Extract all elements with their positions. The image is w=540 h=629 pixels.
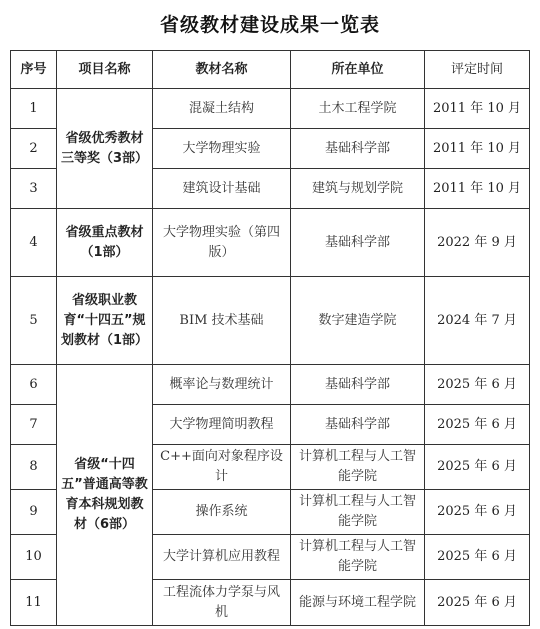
category-cell: 省级重点教材（1部） <box>57 209 153 277</box>
textbook-name: 混凝土结构 <box>153 89 291 129</box>
header-unit: 所在单位 <box>291 51 425 89</box>
header-textbook: 教材名称 <box>153 51 291 89</box>
textbook-name: 建筑设计基础 <box>153 169 291 209</box>
unit-name: 基础科学部 <box>291 209 425 277</box>
textbook-name: 大学物理实验 <box>153 129 291 169</box>
row-no: 5 <box>11 277 57 365</box>
table-row <box>11 365 530 405</box>
award-date: 2025 年 6 月 <box>425 405 530 445</box>
award-date: 2025 年 6 月 <box>425 580 530 626</box>
textbook-name: 大学物理简明教程 <box>153 405 291 445</box>
unit-name: 计算机工程与人工智能学院 <box>291 445 425 490</box>
row-no: 7 <box>11 405 57 445</box>
textbook-name: 操作系统 <box>153 490 291 535</box>
unit-name: 基础科学部 <box>291 365 425 405</box>
category-cell: 省级“十四五”普通高等教育本科规划教材（6部） <box>57 365 153 626</box>
page-title: 省级教材建设成果一览表 <box>159 14 380 36</box>
award-date: 2024 年 7 月 <box>425 277 530 365</box>
unit-name: 能源与环境工程学院 <box>291 580 425 626</box>
unit-name: 计算机工程与人工智能学院 <box>291 535 425 580</box>
award-date: 2011 年 10 月 <box>425 169 530 209</box>
category-cell: 省级优秀教材三等奖（3部） <box>57 89 153 209</box>
unit-name: 数字建造学院 <box>291 277 425 365</box>
table-header-row <box>11 51 530 89</box>
textbook-awards-table <box>10 50 530 626</box>
table-row <box>11 209 530 277</box>
unit-name: 基础科学部 <box>291 405 425 445</box>
row-no: 6 <box>11 365 57 405</box>
award-date: 2022 年 9 月 <box>425 209 530 277</box>
award-date: 2011 年 10 月 <box>425 89 530 129</box>
textbook-name: 大学计算机应用教程 <box>153 535 291 580</box>
header-date: 评定时间 <box>425 51 530 89</box>
row-no: 1 <box>11 89 57 129</box>
award-date: 2025 年 6 月 <box>425 365 530 405</box>
unit-name: 建筑与规划学院 <box>291 169 425 209</box>
award-date: 2011 年 10 月 <box>425 129 530 169</box>
row-no: 10 <box>11 535 57 580</box>
row-no: 11 <box>11 580 57 626</box>
textbook-name: C++面向对象程序设计 <box>153 445 291 490</box>
table-row <box>11 277 530 365</box>
award-date: 2025 年 6 月 <box>425 535 530 580</box>
textbook-name: 概率论与数理统计 <box>153 365 291 405</box>
textbook-name: 工程流体力学泵与风机 <box>153 580 291 626</box>
category-cell: 省级职业教育“十四五”规划教材（1部） <box>57 277 153 365</box>
textbook-name: 大学物理实验（第四版） <box>153 209 291 277</box>
header-project: 项目名称 <box>57 51 153 89</box>
row-no: 2 <box>11 129 57 169</box>
award-date: 2025 年 6 月 <box>425 445 530 490</box>
award-date: 2025 年 6 月 <box>425 490 530 535</box>
header-no: 序号 <box>11 51 57 89</box>
table-row <box>11 89 530 129</box>
unit-name: 基础科学部 <box>291 129 425 169</box>
row-no: 3 <box>11 169 57 209</box>
row-no: 9 <box>11 490 57 535</box>
row-no: 4 <box>11 209 57 277</box>
unit-name: 土木工程学院 <box>291 89 425 129</box>
textbook-name: BIM 技术基础 <box>153 277 291 365</box>
row-no: 8 <box>11 445 57 490</box>
unit-name: 计算机工程与人工智能学院 <box>291 490 425 535</box>
